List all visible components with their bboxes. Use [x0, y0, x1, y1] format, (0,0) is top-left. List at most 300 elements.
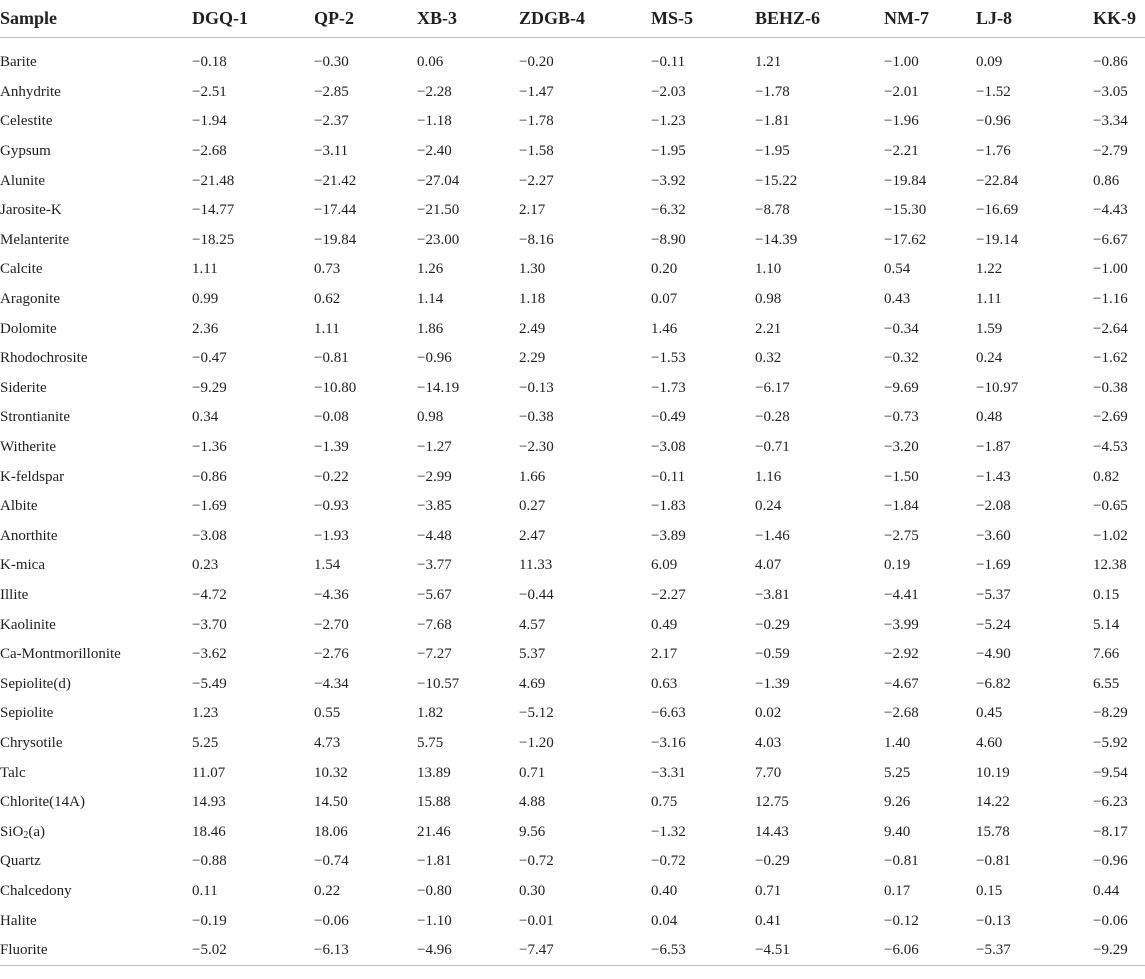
value-cell: −6.53 — [651, 936, 755, 966]
value-cell: −1.83 — [651, 498, 686, 515]
value-cell: −2.85 — [314, 83, 349, 100]
table-row — [0, 877, 1145, 907]
value-cell: −0.11 — [651, 54, 686, 71]
value-cell: 5.25 — [192, 734, 219, 751]
value-cell: −6.13 — [314, 936, 417, 966]
column-header-lj-8: LJ-8 — [976, 0, 1093, 38]
value-cell: −1.94 — [192, 113, 227, 130]
value-cell: −3.85 — [417, 498, 452, 515]
value-cell: −3.08 — [192, 527, 227, 544]
value-cell: −3.34 — [1093, 113, 1128, 130]
value-cell: −7.47 — [519, 936, 651, 966]
table-row — [0, 196, 1145, 226]
mineral-name-cell: Albite — [0, 498, 38, 515]
value-cell: −8.90 — [651, 231, 686, 248]
value-cell: −10.80 — [314, 379, 357, 396]
value-cell: −14.39 — [755, 231, 798, 248]
mineral-name-cell: Strontianite — [0, 409, 70, 426]
value-cell: −3.62 — [192, 646, 227, 663]
value-cell: −2.68 — [884, 705, 919, 722]
value-cell: −3.81 — [755, 586, 790, 603]
mineral-name-suffix: (a) — [28, 823, 45, 840]
value-cell: 14.50 — [314, 794, 348, 811]
table-row — [0, 255, 1145, 285]
value-cell: 1.86 — [417, 320, 444, 337]
value-cell: 15.88 — [417, 794, 451, 811]
value-cell: −9.29 — [1093, 936, 1145, 966]
value-cell: −0.08 — [314, 409, 349, 426]
value-cell: −1.46 — [755, 527, 790, 544]
table-row — [0, 581, 1145, 611]
value-cell: −5.67 — [417, 586, 452, 603]
value-cell: −3.70 — [192, 616, 227, 633]
value-cell: 4.69 — [519, 675, 546, 692]
value-cell: −1.32 — [651, 823, 686, 840]
value-cell: −15.30 — [884, 202, 927, 219]
table-row — [0, 48, 1145, 78]
value-cell: −21.48 — [192, 172, 235, 189]
value-cell: −0.38 — [1093, 379, 1128, 396]
value-cell: −1.39 — [314, 439, 349, 456]
column-header-sample: Sample — [0, 0, 192, 38]
value-cell: −1.18 — [417, 113, 452, 130]
table-row — [0, 433, 1145, 463]
value-cell: 4.88 — [519, 794, 546, 811]
value-cell: 2.17 — [519, 202, 546, 219]
value-cell: 14.93 — [192, 794, 226, 811]
value-cell: 4.57 — [519, 616, 546, 633]
value-cell: 12.38 — [1093, 557, 1127, 574]
mineral-name-cell: Witherite — [0, 439, 57, 456]
value-cell: −0.71 — [755, 439, 790, 456]
column-header-zdgb-4: ZDGB-4 — [519, 0, 651, 38]
value-cell: 1.16 — [755, 468, 782, 485]
value-cell: −7.68 — [417, 616, 452, 633]
value-cell: −19.84 — [884, 172, 927, 189]
value-cell: −0.80 — [417, 882, 452, 899]
value-cell: −2.27 — [519, 172, 554, 189]
column-header-nm-7: NM-7 — [884, 0, 976, 38]
value-cell: 0.62 — [314, 291, 341, 308]
value-cell: −27.04 — [417, 172, 460, 189]
value-cell: −1.78 — [519, 113, 554, 130]
value-cell: 1.11 — [314, 320, 340, 337]
value-cell: −10.97 — [976, 379, 1019, 396]
value-cell: −5.37 — [976, 586, 1011, 603]
value-cell: 0.40 — [651, 882, 678, 899]
value-cell: −1.58 — [519, 143, 554, 160]
value-cell: −2.21 — [884, 143, 919, 160]
value-cell: −5.37 — [976, 936, 1093, 966]
value-cell: 1.59 — [976, 320, 1003, 337]
value-cell: 0.02 — [755, 705, 782, 722]
table-row — [0, 314, 1145, 344]
value-cell: −1.84 — [884, 498, 919, 515]
table-row — [0, 847, 1145, 877]
value-cell: −21.42 — [314, 172, 357, 189]
value-cell: −1.23 — [651, 113, 686, 130]
table-row — [0, 107, 1145, 137]
value-cell: −2.70 — [314, 616, 349, 633]
value-cell: −2.30 — [519, 439, 554, 456]
value-cell: −0.96 — [1093, 853, 1128, 870]
value-cell: 1.46 — [651, 320, 678, 337]
value-cell: −6.06 — [884, 936, 976, 966]
value-cell: −4.41 — [884, 586, 919, 603]
table-row — [0, 492, 1145, 522]
value-cell: −1.76 — [976, 143, 1011, 160]
value-cell: 0.71 — [755, 882, 782, 899]
mineral-name-cell: Calcite — [0, 261, 43, 278]
value-cell: −4.72 — [192, 586, 227, 603]
value-cell: −2.69 — [1093, 409, 1128, 426]
value-cell: 0.34 — [192, 409, 219, 426]
value-cell: −2.68 — [192, 143, 227, 160]
value-cell: 1.54 — [314, 557, 341, 574]
value-cell: 0.06 — [417, 54, 444, 71]
value-cell: −3.05 — [1093, 83, 1128, 100]
value-cell: 0.55 — [314, 705, 341, 722]
value-cell: −4.90 — [976, 646, 1011, 663]
value-cell: −1.81 — [755, 113, 790, 130]
value-cell: 18.46 — [192, 823, 226, 840]
value-cell: −3.16 — [651, 734, 686, 751]
value-cell: 1.11 — [976, 291, 1002, 308]
value-cell: 1.23 — [192, 705, 219, 722]
value-cell: −0.20 — [519, 54, 554, 71]
value-cell: 0.15 — [976, 882, 1003, 899]
value-cell: 0.73 — [314, 261, 341, 278]
value-cell: 6.55 — [1093, 675, 1120, 692]
value-cell: 10.32 — [314, 764, 348, 781]
value-cell: −9.69 — [884, 379, 919, 396]
value-cell: 1.11 — [192, 261, 218, 278]
value-cell: 7.66 — [1093, 646, 1120, 663]
value-cell: −0.30 — [314, 54, 349, 71]
value-cell: −0.38 — [519, 409, 554, 426]
mineral-name-cell: Siderite — [0, 379, 47, 396]
value-cell: 12.75 — [755, 794, 789, 811]
value-cell: −1.95 — [755, 143, 790, 160]
value-cell: −1.00 — [1093, 261, 1128, 278]
value-cell: 21.46 — [417, 823, 451, 840]
value-cell: 1.82 — [417, 705, 444, 722]
value-cell: −0.86 — [1093, 54, 1128, 71]
value-cell: 0.23 — [192, 557, 219, 574]
value-cell: −0.13 — [976, 912, 1011, 929]
value-cell: −19.84 — [314, 231, 357, 248]
value-cell: −3.77 — [417, 557, 452, 574]
value-cell: −14.19 — [417, 379, 460, 396]
value-cell: −0.59 — [755, 646, 790, 663]
value-cell: −3.08 — [651, 439, 686, 456]
value-cell: −0.49 — [651, 409, 686, 426]
table-row — [0, 729, 1145, 759]
mineral-name-cell: Chlorite(14A) — [0, 794, 85, 811]
value-cell: −1.43 — [976, 468, 1011, 485]
value-cell: 0.63 — [651, 675, 678, 692]
value-cell: −4.43 — [1093, 202, 1128, 219]
value-cell: 14.22 — [976, 794, 1010, 811]
value-cell: −17.44 — [314, 202, 357, 219]
value-cell: −9.54 — [1093, 764, 1128, 781]
mineral-name-cell: Sepiolite — [0, 705, 54, 722]
value-cell: −2.40 — [417, 143, 452, 160]
mineral-name-cell: K-feldspar — [0, 468, 65, 485]
value-cell: 0.45 — [976, 705, 1003, 722]
value-cell: −1.96 — [884, 113, 919, 130]
value-cell: 1.66 — [519, 468, 546, 485]
value-cell: −2.08 — [976, 498, 1011, 515]
table-row — [0, 936, 1145, 966]
value-cell: −2.51 — [192, 83, 227, 100]
mineral-name-base: SiO — [0, 823, 24, 840]
value-cell: −0.11 — [651, 468, 686, 485]
value-cell: −1.95 — [651, 143, 686, 160]
value-cell: 0.11 — [192, 882, 218, 899]
value-cell: −1.69 — [976, 557, 1011, 574]
value-cell: 1.30 — [519, 261, 546, 278]
value-cell: −2.37 — [314, 113, 349, 130]
value-cell: 2.36 — [192, 320, 219, 337]
value-cell: −7.27 — [417, 646, 452, 663]
value-cell: 14.43 — [755, 823, 789, 840]
value-cell: −1.47 — [519, 83, 554, 100]
value-cell: −2.99 — [417, 468, 452, 485]
column-header-kk-9: KK-9 — [1093, 0, 1145, 38]
value-cell: −2.01 — [884, 83, 919, 100]
value-cell: −2.92 — [884, 646, 919, 663]
table-row — [0, 551, 1145, 581]
value-cell: 5.75 — [417, 734, 444, 751]
value-cell: −1.78 — [755, 83, 790, 100]
value-cell: −0.81 — [884, 853, 919, 870]
mineral-name-cell: Sepiolite(d) — [0, 675, 71, 692]
value-cell: 5.25 — [884, 764, 911, 781]
mineral-name-cell: Fluorite — [0, 936, 192, 966]
value-cell: −2.76 — [314, 646, 349, 663]
value-cell: −0.74 — [314, 853, 349, 870]
value-cell: −16.69 — [976, 202, 1019, 219]
mineral-name-cell: Rhodochrosite — [0, 350, 88, 367]
value-cell: 6.09 — [651, 557, 678, 574]
value-cell: 5.14 — [1093, 616, 1120, 633]
table-row — [0, 166, 1145, 196]
value-cell: −4.53 — [1093, 439, 1128, 456]
table-row — [0, 699, 1145, 729]
value-cell: 0.24 — [755, 498, 782, 515]
value-cell: −0.47 — [192, 350, 227, 367]
value-cell: 1.14 — [417, 291, 444, 308]
mineral-name-cell: Talc — [0, 764, 26, 781]
value-cell: −8.17 — [1093, 823, 1128, 840]
value-cell: −0.13 — [519, 379, 554, 396]
value-cell: −0.73 — [884, 409, 919, 426]
value-cell: −22.84 — [976, 172, 1019, 189]
column-header-qp-2: QP-2 — [314, 0, 417, 38]
mineral-name-cell: Barite — [0, 54, 37, 71]
value-cell: 0.30 — [519, 882, 546, 899]
value-cell: −8.29 — [1093, 705, 1128, 722]
table-row — [0, 640, 1145, 670]
value-cell: 0.07 — [651, 291, 678, 308]
value-cell: −4.48 — [417, 527, 452, 544]
value-cell: 0.54 — [884, 261, 911, 278]
value-cell: −0.19 — [192, 912, 227, 929]
value-cell: 2.17 — [651, 646, 678, 663]
table-row — [0, 906, 1145, 936]
value-cell: −4.36 — [314, 586, 349, 603]
value-cell: −0.29 — [755, 616, 790, 633]
value-cell: −0.32 — [884, 350, 919, 367]
value-cell: −1.36 — [192, 439, 227, 456]
value-cell: −3.89 — [651, 527, 686, 544]
value-cell: −1.69 — [192, 498, 227, 515]
value-cell: −6.17 — [755, 379, 790, 396]
value-cell: −8.16 — [519, 231, 554, 248]
value-cell: −1.00 — [884, 54, 919, 71]
value-cell: −0.88 — [192, 853, 227, 870]
value-cell: −0.06 — [314, 912, 349, 929]
value-cell: 4.03 — [755, 734, 782, 751]
value-cell: −5.12 — [519, 705, 554, 722]
value-cell: −0.96 — [976, 113, 1011, 130]
value-cell: −0.28 — [755, 409, 790, 426]
value-cell: −2.64 — [1093, 320, 1128, 337]
table-row — [0, 78, 1145, 108]
value-cell: 0.22 — [314, 882, 341, 899]
value-cell: 0.86 — [1093, 172, 1120, 189]
value-cell: −8.78 — [755, 202, 790, 219]
mineral-name-cell: Alunite — [0, 172, 45, 189]
value-cell: −1.27 — [417, 439, 452, 456]
value-cell: −2.79 — [1093, 143, 1128, 160]
value-cell: −6.82 — [976, 675, 1011, 692]
value-cell: −0.86 — [192, 468, 227, 485]
value-cell: 4.07 — [755, 557, 782, 574]
value-cell: −0.12 — [884, 912, 919, 929]
value-cell: −23.00 — [417, 231, 460, 248]
mineral-name-cell: Chalcedony — [0, 882, 72, 899]
value-cell: 1.26 — [417, 261, 444, 278]
mineral-name-cell: Ca-Montmorillonite — [0, 646, 121, 663]
table-row — [0, 758, 1145, 788]
value-cell: 2.47 — [519, 527, 546, 544]
value-cell: −0.81 — [976, 853, 1011, 870]
value-cell: 0.99 — [192, 291, 219, 308]
mineral-name-cell: Gypsum — [0, 143, 51, 160]
table-body — [0, 38, 1145, 966]
value-cell: 15.78 — [976, 823, 1010, 840]
value-cell: −21.50 — [417, 202, 460, 219]
value-cell: 9.26 — [884, 794, 911, 811]
value-cell: 0.20 — [651, 261, 678, 278]
value-cell: −15.22 — [755, 172, 798, 189]
table-row — [0, 669, 1145, 699]
value-cell: −3.20 — [884, 439, 919, 456]
value-cell: −0.65 — [1093, 498, 1128, 515]
value-cell: −1.87 — [976, 439, 1011, 456]
value-cell: −0.72 — [651, 853, 686, 870]
value-cell: 0.98 — [417, 409, 444, 426]
value-cell: −1.93 — [314, 527, 349, 544]
mineral-name-cell: Anorthite — [0, 527, 58, 544]
value-cell: −0.96 — [417, 350, 452, 367]
value-cell: 5.37 — [519, 646, 546, 663]
value-cell: 0.75 — [651, 794, 678, 811]
mineral-name-cell: K-mica — [0, 557, 45, 574]
header-row — [0, 0, 1145, 38]
value-cell: −19.14 — [976, 231, 1019, 248]
table-row — [0, 374, 1145, 404]
value-cell: 11.07 — [192, 764, 226, 781]
value-cell: −1.53 — [651, 350, 686, 367]
table-row — [0, 522, 1145, 552]
mineral-name-cell: Anhydrite — [0, 83, 61, 100]
value-cell: 9.56 — [519, 823, 546, 840]
table-row — [0, 226, 1145, 256]
value-cell: −3.92 — [651, 172, 686, 189]
value-cell: −6.32 — [651, 202, 686, 219]
value-cell: −1.39 — [755, 675, 790, 692]
value-cell: 0.43 — [884, 291, 911, 308]
value-cell: −9.29 — [192, 379, 227, 396]
table-header — [0, 0, 1145, 38]
value-cell: −1.20 — [519, 734, 554, 751]
value-cell: 7.70 — [755, 764, 782, 781]
value-cell: −1.62 — [1093, 350, 1128, 367]
value-cell: 18.06 — [314, 823, 348, 840]
table-row — [0, 285, 1145, 315]
mineral-name-subscript: 2 — [23, 829, 29, 841]
value-cell: 1.18 — [519, 291, 546, 308]
value-cell: 10.19 — [976, 764, 1010, 781]
value-cell: −1.73 — [651, 379, 686, 396]
value-cell: 1.21 — [755, 54, 782, 71]
mineral-name-cell: Jarosite-K — [0, 202, 62, 219]
table-row — [0, 817, 1145, 847]
column-header-dgq-1: DGQ-1 — [192, 0, 314, 38]
value-cell: −3.60 — [976, 527, 1011, 544]
value-cell: 0.27 — [519, 498, 546, 515]
value-cell: −4.96 — [417, 936, 519, 966]
value-cell: 0.41 — [755, 912, 782, 929]
value-cell: 1.40 — [884, 734, 911, 751]
value-cell: −1.50 — [884, 468, 919, 485]
table-row — [0, 788, 1145, 818]
mineral-name-cell: Dolomite — [0, 320, 57, 337]
value-cell: 0.19 — [884, 557, 911, 574]
value-cell: −14.77 — [192, 202, 235, 219]
value-cell: 0.15 — [1093, 586, 1120, 603]
mineral-name-cell — [0, 817, 192, 847]
value-cell: −0.44 — [519, 586, 554, 603]
value-cell: 2.21 — [755, 320, 782, 337]
value-cell: 0.71 — [519, 764, 546, 781]
table-row — [0, 137, 1145, 167]
value-cell: 0.44 — [1093, 882, 1120, 899]
value-cell: −1.52 — [976, 83, 1011, 100]
value-cell: −0.29 — [755, 853, 790, 870]
value-cell: −1.02 — [1093, 527, 1128, 544]
value-cell: −0.72 — [519, 853, 554, 870]
table-row — [0, 462, 1145, 492]
table-row — [0, 610, 1145, 640]
value-cell: −0.81 — [314, 350, 349, 367]
value-cell: −6.63 — [651, 705, 686, 722]
column-header-behz-6: BEHZ-6 — [755, 0, 884, 38]
value-cell: 13.89 — [417, 764, 451, 781]
